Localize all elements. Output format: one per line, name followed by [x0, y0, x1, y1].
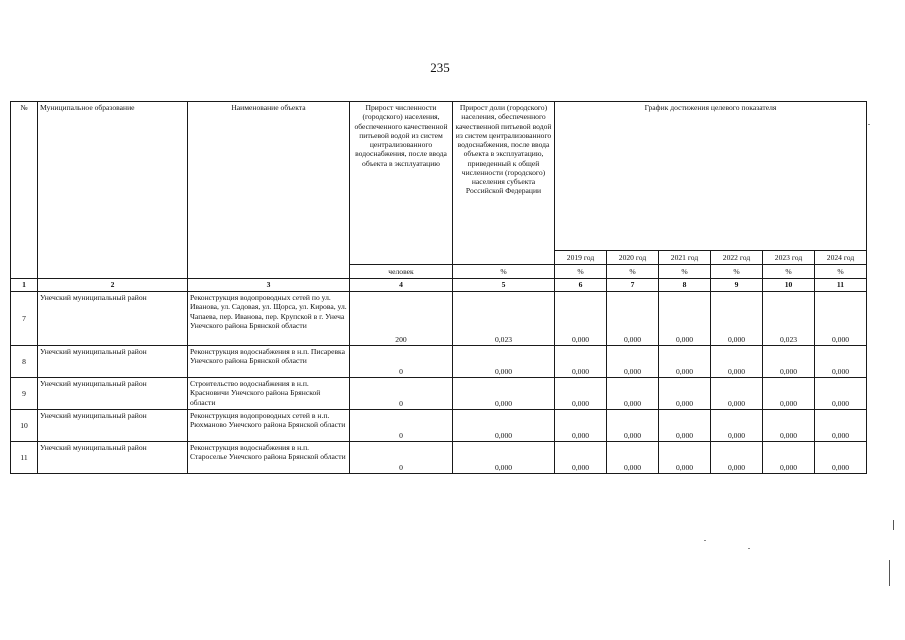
- year-label: 2022 год: [711, 251, 763, 265]
- population-growth-cell: 200: [350, 292, 453, 346]
- population-growth-cell: 0: [350, 442, 453, 474]
- year-value-cell: 0,000: [711, 378, 763, 410]
- scan-artifact: [704, 540, 706, 541]
- page-number: 235: [430, 60, 450, 75]
- object-name-cell: Реконструкция водопроводных сетей по ул. Иванова, ул. Садовая, ул. Щорса, ул. Кирова, ул. Чапаева, пер. Иванова, пер. Крупской в г. Унеча Унечского района Брянской области: [188, 292, 350, 346]
- unit-label: %: [763, 265, 815, 279]
- municipality-cell: Унечский муниципальный район: [38, 410, 188, 442]
- year-value-cell: 0,000: [555, 442, 607, 474]
- header-municipality: Муниципальное образование: [38, 102, 188, 279]
- header-schedule: График достижения целевого показателя: [555, 102, 867, 251]
- municipality-cell: Унечский муниципальный район: [38, 378, 188, 410]
- year-value-cell: 0,000: [607, 378, 659, 410]
- scan-artifact: [893, 520, 894, 530]
- scan-artifact: [868, 124, 870, 125]
- table-row: [11, 410, 867, 442]
- column-number: 8: [659, 279, 711, 292]
- year-value-cell: 0,023: [763, 292, 815, 346]
- column-number: 5: [453, 279, 555, 292]
- header-object-name: Наименование объекта: [188, 102, 350, 279]
- share-growth-cell: 0,000: [453, 442, 555, 474]
- column-number: 11: [815, 279, 867, 292]
- column-number: 3: [188, 279, 350, 292]
- year-label: 2019 год: [555, 251, 607, 265]
- object-name-cell: Реконструкция водоснабжения в н.п. Писаревка Унечского района Брянской области: [188, 346, 350, 378]
- year-value-cell: 0,000: [659, 292, 711, 346]
- year-label: 2023 год: [763, 251, 815, 265]
- column-numbers-row: [11, 279, 867, 292]
- column-number: 6: [555, 279, 607, 292]
- share-growth-cell: 0,000: [453, 346, 555, 378]
- population-growth-cell: 0: [350, 346, 453, 378]
- year-value-cell: 0,000: [711, 346, 763, 378]
- row-number: 8: [11, 346, 38, 378]
- year-value-cell: 0,000: [711, 292, 763, 346]
- year-value-cell: 0,000: [555, 346, 607, 378]
- unit-label: %: [453, 265, 555, 279]
- year-value-cell: 0,000: [815, 378, 867, 410]
- row-number: 7: [11, 292, 38, 346]
- scan-artifact: [889, 560, 890, 586]
- year-value-cell: 0,000: [607, 410, 659, 442]
- share-growth-cell: 0,000: [453, 378, 555, 410]
- header-growth-population: Прирост численности (городского) населения, обеспеченного качественной питьевой водой из систем централизованного водоснабжения, после ввода объекта в эксплуатацию: [350, 102, 453, 265]
- header-growth-share: Прирост доли (городского) населения, обеспеченного качественной питьевой водой из систем централизованного водоснабжения, после ввода объекта в эксплуатацию, приведенный к общей численности (городского) населения субъекта Российской Федерации: [453, 102, 555, 265]
- year-value-cell: 0,000: [815, 346, 867, 378]
- year-label: 2020 год: [607, 251, 659, 265]
- table-row: [11, 346, 867, 378]
- year-value-cell: 0,000: [607, 346, 659, 378]
- object-name-cell: Строительство водоснабжения в н.п. Красновичи Унечского района Брянской области: [188, 378, 350, 410]
- row-number: 10: [11, 410, 38, 442]
- share-growth-cell: 0,023: [453, 292, 555, 346]
- target-indicator-table: [10, 101, 867, 474]
- year-value-cell: 0,000: [763, 378, 815, 410]
- year-value-cell: 0,000: [815, 442, 867, 474]
- year-value-cell: 0,000: [659, 442, 711, 474]
- year-value-cell: 0,000: [815, 410, 867, 442]
- population-growth-cell: 0: [350, 378, 453, 410]
- column-number: 10: [763, 279, 815, 292]
- year-value-cell: 0,000: [607, 442, 659, 474]
- table-row: [11, 292, 867, 346]
- column-number: 2: [38, 279, 188, 292]
- unit-label: %: [711, 265, 763, 279]
- unit-label: %: [555, 265, 607, 279]
- year-value-cell: 0,000: [763, 442, 815, 474]
- unit-label: %: [607, 265, 659, 279]
- municipality-cell: Унечский муниципальный район: [38, 442, 188, 474]
- row-number: 9: [11, 378, 38, 410]
- year-value-cell: 0,000: [711, 410, 763, 442]
- year-value-cell: 0,000: [659, 410, 711, 442]
- header-row: [11, 102, 867, 251]
- column-number: 9: [711, 279, 763, 292]
- year-value-cell: 0,000: [763, 346, 815, 378]
- table-row: [11, 442, 867, 474]
- scan-artifact: [748, 548, 750, 549]
- unit-label: %: [659, 265, 711, 279]
- column-number: 7: [607, 279, 659, 292]
- share-growth-cell: 0,000: [453, 410, 555, 442]
- year-value-cell: 0,000: [815, 292, 867, 346]
- unit-label: человек: [350, 265, 453, 279]
- year-label: 2021 год: [659, 251, 711, 265]
- row-number: 11: [11, 442, 38, 474]
- object-name-cell: Реконструкция водоснабжения в н.п. Староселье Унечского района Брянской области: [188, 442, 350, 474]
- object-name-cell: Реконструкция водопроводных сетей в н.п. Рюхманово Унечского района Брянской области: [188, 410, 350, 442]
- column-number: 1: [11, 279, 38, 292]
- year-value-cell: 0,000: [555, 292, 607, 346]
- year-value-cell: 0,000: [555, 378, 607, 410]
- year-value-cell: 0,000: [607, 292, 659, 346]
- column-number: 4: [350, 279, 453, 292]
- header-no: №: [11, 102, 38, 279]
- year-value-cell: 0,000: [659, 346, 711, 378]
- year-value-cell: 0,000: [763, 410, 815, 442]
- table-row: [11, 378, 867, 410]
- year-value-cell: 0,000: [555, 410, 607, 442]
- year-label: 2024 год: [815, 251, 867, 265]
- year-value-cell: 0,000: [711, 442, 763, 474]
- year-value-cell: 0,000: [659, 378, 711, 410]
- municipality-cell: Унечский муниципальный район: [38, 292, 188, 346]
- population-growth-cell: 0: [350, 410, 453, 442]
- unit-label: %: [815, 265, 867, 279]
- municipality-cell: Унечский муниципальный район: [38, 346, 188, 378]
